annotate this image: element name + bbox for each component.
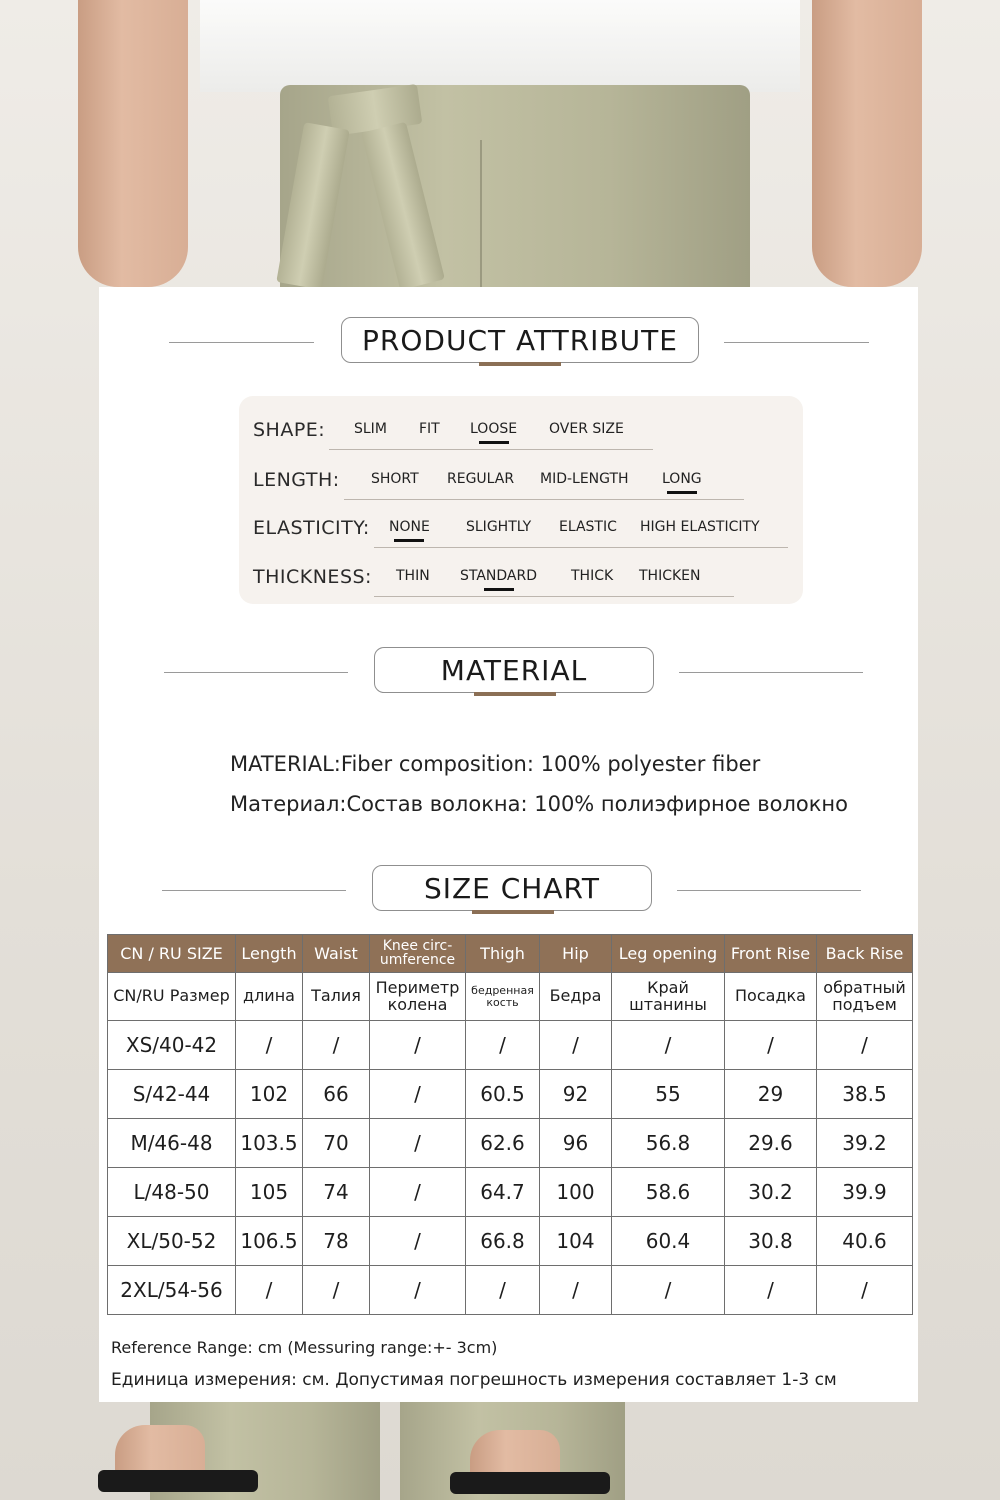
material-ru-text: Состав волокна: 100% полиэфирное волокно	[346, 792, 848, 816]
table-cell: 38.5	[817, 1070, 913, 1119]
product-attribute-header	[99, 317, 918, 367]
table-cell: /	[817, 1021, 913, 1070]
table-row	[108, 1021, 913, 1070]
right-arm	[812, 0, 922, 287]
attr-row-length	[239, 461, 803, 501]
header-line-left	[162, 890, 346, 891]
attr-option-selected: STANDARD	[460, 568, 538, 584]
material-header	[99, 647, 918, 697]
table-row	[108, 1266, 913, 1315]
header-cell: Край штанины	[612, 973, 725, 1021]
table-cell: 103.5	[236, 1119, 303, 1168]
size-chart-header	[99, 865, 918, 915]
material-title: MATERIAL	[374, 647, 654, 693]
table-cell: /	[466, 1021, 540, 1070]
table-cell: /	[370, 1021, 466, 1070]
table-cell: 58.6	[612, 1168, 725, 1217]
table-header-en	[108, 935, 913, 973]
header-cell: Hip	[540, 935, 612, 973]
note-en: Reference Range: cm (Messuring range:+- 3cm)	[111, 1338, 498, 1357]
left-arm	[78, 0, 188, 287]
table-cell: /	[612, 1021, 725, 1070]
header-cell: Талия	[303, 973, 370, 1021]
table-cell: /	[817, 1266, 913, 1315]
header-cell: бедренная кость	[466, 973, 540, 1021]
attribute-box	[239, 396, 803, 604]
note-ru: Единица измерения: см. Допустимая погрешность измерения составляет 1-3 см	[111, 1370, 837, 1390]
table-cell: /	[236, 1266, 303, 1315]
attr-option: THICK	[571, 568, 614, 584]
attr-row-thickness	[239, 558, 803, 598]
attr-label-shape: SHAPE:	[253, 419, 326, 441]
material-en	[230, 752, 760, 776]
table-row	[108, 1070, 913, 1119]
attr-label-thickness: THICKNESS:	[253, 566, 372, 588]
table-cell: 70	[303, 1119, 370, 1168]
attr-option: REGULAR	[447, 471, 515, 487]
size-label-cell: L/48-50	[108, 1168, 236, 1217]
attr-option: THICKEN	[639, 568, 701, 584]
table-cell: /	[466, 1266, 540, 1315]
table-cell: /	[540, 1266, 612, 1315]
header-cell: обратный подъем	[817, 973, 913, 1021]
material-ru-label: Материал:	[230, 792, 347, 816]
attr-option: FIT	[419, 421, 440, 437]
table-cell: /	[612, 1266, 725, 1315]
table-cell: 62.6	[466, 1119, 540, 1168]
size-label-cell: 2XL/54-56	[108, 1266, 236, 1315]
attr-option-selected: LOOSE	[470, 421, 518, 437]
header-cell: CN/RU Размер	[108, 973, 236, 1021]
table-cell: 39.9	[817, 1168, 913, 1217]
table-cell: /	[540, 1021, 612, 1070]
header-line-right	[677, 890, 861, 891]
table-cell: /	[370, 1119, 466, 1168]
left-sandal	[98, 1470, 258, 1492]
header-cell: CN / RU SIZE	[108, 935, 236, 973]
size-label-cell: XS/40-42	[108, 1021, 236, 1070]
header-cell: Back Rise	[817, 935, 913, 973]
size-table	[107, 934, 913, 1315]
attr-option-selected: LONG	[662, 471, 702, 487]
table-cell: 56.8	[612, 1119, 725, 1168]
table-cell: /	[370, 1070, 466, 1119]
table-cell: 64.7	[466, 1168, 540, 1217]
attr-option: SLIM	[354, 421, 387, 437]
table-cell: /	[725, 1266, 817, 1315]
attr-option: SLIGHTLY	[466, 519, 532, 535]
attr-divider	[344, 499, 744, 500]
material-en-label: MATERIAL:	[230, 752, 341, 776]
header-line-right	[679, 672, 863, 673]
attr-divider	[374, 547, 788, 548]
header-accent-bar	[474, 692, 556, 696]
table-row	[108, 1217, 913, 1266]
attr-divider	[329, 449, 653, 450]
header-cell: Бедра	[540, 973, 612, 1021]
table-cell: /	[370, 1217, 466, 1266]
header-cell: Посадка	[725, 973, 817, 1021]
material-en-text: Fiber composition: 100% polyester fiber	[340, 752, 761, 776]
header-line-left	[164, 672, 348, 673]
attr-option: OVER SIZE	[549, 421, 624, 437]
attr-option: ELASTIC	[559, 519, 617, 535]
table-cell: 106.5	[236, 1217, 303, 1266]
attr-label-length: LENGTH:	[253, 469, 340, 491]
header-line-left	[169, 342, 314, 343]
table-cell: 102	[236, 1070, 303, 1119]
header-cell: Периметр колена	[370, 973, 466, 1021]
table-cell: /	[303, 1021, 370, 1070]
header-accent-bar	[479, 362, 561, 366]
attr-option: HIGH ELASTICITY	[640, 519, 760, 535]
header-cell: Leg opening	[612, 935, 725, 973]
header-accent-bar	[472, 910, 554, 914]
table-cell: /	[370, 1168, 466, 1217]
table-cell: 66.8	[466, 1217, 540, 1266]
table-cell: 40.6	[817, 1217, 913, 1266]
table-cell: 60.4	[612, 1217, 725, 1266]
right-sandal	[450, 1472, 610, 1494]
table-cell: /	[725, 1021, 817, 1070]
header-line-right	[724, 342, 869, 343]
header-cell: Length	[236, 935, 303, 973]
attr-option: THIN	[396, 568, 430, 584]
table-cell: /	[303, 1266, 370, 1315]
attr-option-selected: NONE	[389, 519, 430, 535]
table-cell: 30.2	[725, 1168, 817, 1217]
header-cell: Knee circ-umference	[370, 935, 466, 973]
attr-row-elasticity	[239, 509, 803, 549]
table-cell: 30.8	[725, 1217, 817, 1266]
size-label-cell: S/42-44	[108, 1070, 236, 1119]
table-row	[108, 1119, 913, 1168]
table-cell: 78	[303, 1217, 370, 1266]
table-cell: 29	[725, 1070, 817, 1119]
white-top	[200, 0, 800, 92]
material-ru	[230, 792, 848, 816]
header-cell: Front Rise	[725, 935, 817, 973]
attr-divider	[374, 596, 734, 597]
table-cell: 60.5	[466, 1070, 540, 1119]
table-cell: 92	[540, 1070, 612, 1119]
attr-option: MID-LENGTH	[540, 471, 629, 487]
size-chart-title: SIZE CHART	[372, 865, 652, 911]
header-cell: Waist	[303, 935, 370, 973]
header-cell: Thigh	[466, 935, 540, 973]
table-cell: 105	[236, 1168, 303, 1217]
pants-crease	[480, 140, 482, 287]
table-header-ru	[108, 973, 913, 1021]
table-cell: /	[236, 1021, 303, 1070]
info-panel	[99, 287, 918, 1402]
header-cell: длина	[236, 973, 303, 1021]
table-cell: 104	[540, 1217, 612, 1266]
table-cell: /	[370, 1266, 466, 1315]
table-cell: 74	[303, 1168, 370, 1217]
size-label-cell: XL/50-52	[108, 1217, 236, 1266]
attr-row-shape	[239, 411, 803, 451]
attr-option: SHORT	[371, 471, 419, 487]
size-label-cell: M/46-48	[108, 1119, 236, 1168]
table-row	[108, 1168, 913, 1217]
table-cell: 100	[540, 1168, 612, 1217]
attr-label-elasticity: ELASTICITY:	[253, 517, 370, 539]
table-cell: 29.6	[725, 1119, 817, 1168]
table-cell: 96	[540, 1119, 612, 1168]
table-cell: 39.2	[817, 1119, 913, 1168]
table-body	[108, 1021, 913, 1315]
product-attribute-title: PRODUCT ATTRIBUTE	[341, 317, 699, 363]
table-cell: 55	[612, 1070, 725, 1119]
table-cell: 66	[303, 1070, 370, 1119]
